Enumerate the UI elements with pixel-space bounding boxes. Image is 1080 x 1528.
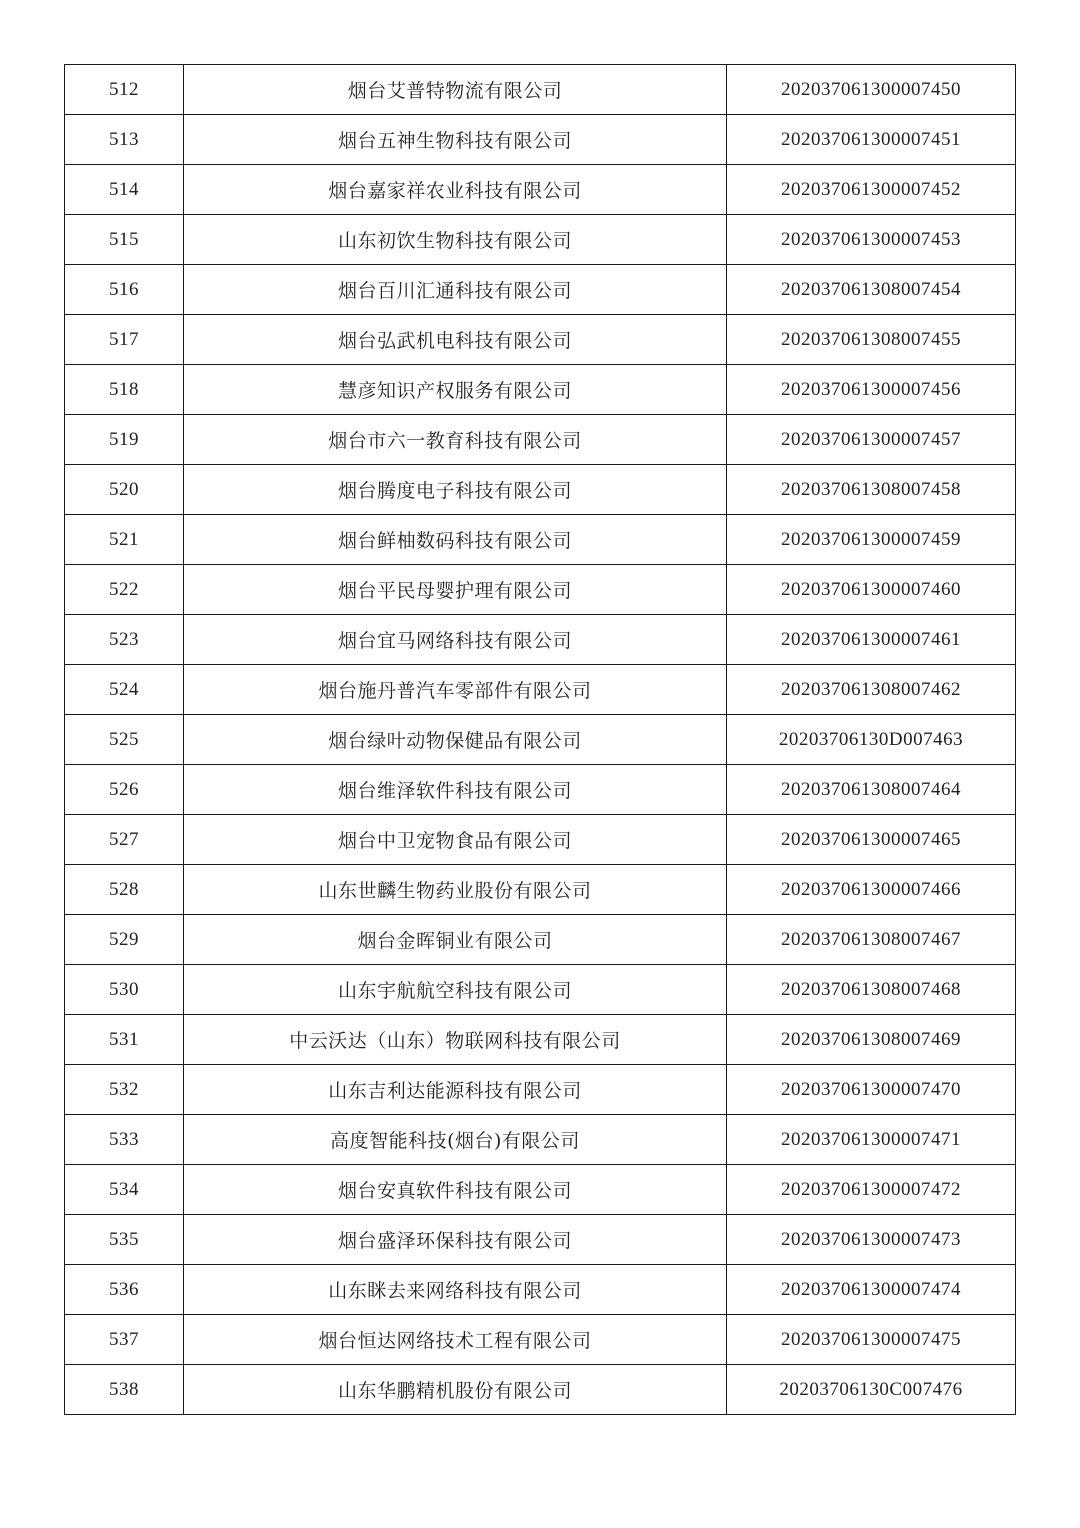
row-number-cell: 517 — [65, 315, 184, 365]
registration-code-cell: 202037061308007458 — [727, 465, 1016, 515]
registration-code-cell: 202037061308007467 — [727, 915, 1016, 965]
table-row — [65, 815, 1016, 865]
row-number-cell: 518 — [65, 365, 184, 415]
registration-code-cell: 202037061308007455 — [727, 315, 1016, 365]
table-row — [65, 215, 1016, 265]
registration-code-cell: 202037061300007461 — [727, 615, 1016, 665]
table-row — [65, 1115, 1016, 1165]
table-row — [65, 865, 1016, 915]
row-number-cell: 534 — [65, 1165, 184, 1215]
company-name-cell: 山东吉利达能源科技有限公司 — [184, 1065, 727, 1115]
company-name-cell: 山东华鹏精机股份有限公司 — [184, 1365, 727, 1415]
table-row — [65, 1065, 1016, 1115]
row-number-cell: 531 — [65, 1015, 184, 1065]
table-row — [65, 1215, 1016, 1265]
company-name-cell: 烟台市六一教育科技有限公司 — [184, 415, 727, 465]
registration-code-cell: 202037061300007472 — [727, 1165, 1016, 1215]
table-row — [65, 965, 1016, 1015]
company-name-cell: 烟台腾度电子科技有限公司 — [184, 465, 727, 515]
row-number-cell: 530 — [65, 965, 184, 1015]
registration-code-cell: 202037061308007454 — [727, 265, 1016, 315]
company-registry-table — [64, 64, 1016, 1415]
row-number-cell: 512 — [65, 65, 184, 115]
registration-code-cell: 202037061300007475 — [727, 1315, 1016, 1365]
company-name-cell: 烟台安真软件科技有限公司 — [184, 1165, 727, 1215]
company-name-cell: 烟台施丹普汽车零部件有限公司 — [184, 665, 727, 715]
registration-code-cell: 202037061300007471 — [727, 1115, 1016, 1165]
table-row — [65, 915, 1016, 965]
registration-code-cell: 202037061300007452 — [727, 165, 1016, 215]
row-number-cell: 527 — [65, 815, 184, 865]
company-name-cell: 烟台宜马网络科技有限公司 — [184, 615, 727, 665]
row-number-cell: 533 — [65, 1115, 184, 1165]
company-name-cell: 慧彦知识产权服务有限公司 — [184, 365, 727, 415]
company-name-cell: 烟台嘉家祥农业科技有限公司 — [184, 165, 727, 215]
row-number-cell: 523 — [65, 615, 184, 665]
company-name-cell: 烟台盛泽环保科技有限公司 — [184, 1215, 727, 1265]
registration-code-cell: 202037061300007450 — [727, 65, 1016, 115]
registration-code-cell: 202037061300007470 — [727, 1065, 1016, 1115]
registration-code-cell: 202037061300007456 — [727, 365, 1016, 415]
company-name-cell: 烟台维泽软件科技有限公司 — [184, 765, 727, 815]
registration-code-cell: 202037061308007462 — [727, 665, 1016, 715]
company-name-cell: 中云沃达（山东）物联网科技有限公司 — [184, 1015, 727, 1065]
registration-code-cell: 202037061308007468 — [727, 965, 1016, 1015]
row-number-cell: 515 — [65, 215, 184, 265]
table-row — [65, 515, 1016, 565]
table-row — [65, 1265, 1016, 1315]
row-number-cell: 535 — [65, 1215, 184, 1265]
table-row — [65, 1315, 1016, 1365]
row-number-cell: 513 — [65, 115, 184, 165]
registration-code-cell: 202037061300007460 — [727, 565, 1016, 615]
company-name-cell: 烟台恒达网络技术工程有限公司 — [184, 1315, 727, 1365]
row-number-cell: 528 — [65, 865, 184, 915]
registration-code-cell: 202037061300007453 — [727, 215, 1016, 265]
company-name-cell: 烟台艾普特物流有限公司 — [184, 65, 727, 115]
registration-code-cell: 20203706130C007476 — [727, 1365, 1016, 1415]
registration-code-cell: 202037061308007464 — [727, 765, 1016, 815]
table-row — [65, 365, 1016, 415]
registration-code-cell: 20203706130D007463 — [727, 715, 1016, 765]
registration-code-cell: 202037061300007451 — [727, 115, 1016, 165]
company-name-cell: 烟台百川汇通科技有限公司 — [184, 265, 727, 315]
row-number-cell: 532 — [65, 1065, 184, 1115]
registration-code-cell: 202037061308007469 — [727, 1015, 1016, 1065]
table-row — [65, 615, 1016, 665]
company-name-cell: 山东宇航航空科技有限公司 — [184, 965, 727, 1015]
company-name-cell: 烟台五神生物科技有限公司 — [184, 115, 727, 165]
row-number-cell: 514 — [65, 165, 184, 215]
table-row — [65, 315, 1016, 365]
company-name-cell: 烟台金晖铜业有限公司 — [184, 915, 727, 965]
table-row — [65, 665, 1016, 715]
company-name-cell: 烟台平民母婴护理有限公司 — [184, 565, 727, 615]
company-name-cell: 烟台中卫宠物食品有限公司 — [184, 815, 727, 865]
row-number-cell: 537 — [65, 1315, 184, 1365]
company-name-cell: 烟台绿叶动物保健品有限公司 — [184, 715, 727, 765]
row-number-cell: 524 — [65, 665, 184, 715]
table-row — [65, 65, 1016, 115]
table-row — [65, 715, 1016, 765]
company-name-cell: 高度智能科技(烟台)有限公司 — [184, 1115, 727, 1165]
table-row — [65, 115, 1016, 165]
row-number-cell: 529 — [65, 915, 184, 965]
registration-code-cell: 202037061300007473 — [727, 1215, 1016, 1265]
table-row — [65, 1015, 1016, 1065]
table-row — [65, 565, 1016, 615]
row-number-cell: 516 — [65, 265, 184, 315]
registration-code-cell: 202037061300007459 — [727, 515, 1016, 565]
table-row — [65, 415, 1016, 465]
registration-code-cell: 202037061300007457 — [727, 415, 1016, 465]
company-name-cell: 烟台弘武机电科技有限公司 — [184, 315, 727, 365]
company-name-cell: 山东眯去来网络科技有限公司 — [184, 1265, 727, 1315]
row-number-cell: 522 — [65, 565, 184, 615]
row-number-cell: 525 — [65, 715, 184, 765]
table-row — [65, 265, 1016, 315]
table-body — [65, 65, 1016, 1415]
row-number-cell: 536 — [65, 1265, 184, 1315]
registration-code-cell: 202037061300007466 — [727, 865, 1016, 915]
table-row — [65, 165, 1016, 215]
company-name-cell: 山东初饮生物科技有限公司 — [184, 215, 727, 265]
company-name-cell: 烟台鲜柚数码科技有限公司 — [184, 515, 727, 565]
row-number-cell: 526 — [65, 765, 184, 815]
row-number-cell: 520 — [65, 465, 184, 515]
table-row — [65, 765, 1016, 815]
table-row — [65, 1365, 1016, 1415]
table-row — [65, 1165, 1016, 1215]
table-row — [65, 465, 1016, 515]
row-number-cell: 538 — [65, 1365, 184, 1415]
row-number-cell: 519 — [65, 415, 184, 465]
registration-code-cell: 202037061300007474 — [727, 1265, 1016, 1315]
company-name-cell: 山东世麟生物药业股份有限公司 — [184, 865, 727, 915]
row-number-cell: 521 — [65, 515, 184, 565]
registration-code-cell: 202037061300007465 — [727, 815, 1016, 865]
